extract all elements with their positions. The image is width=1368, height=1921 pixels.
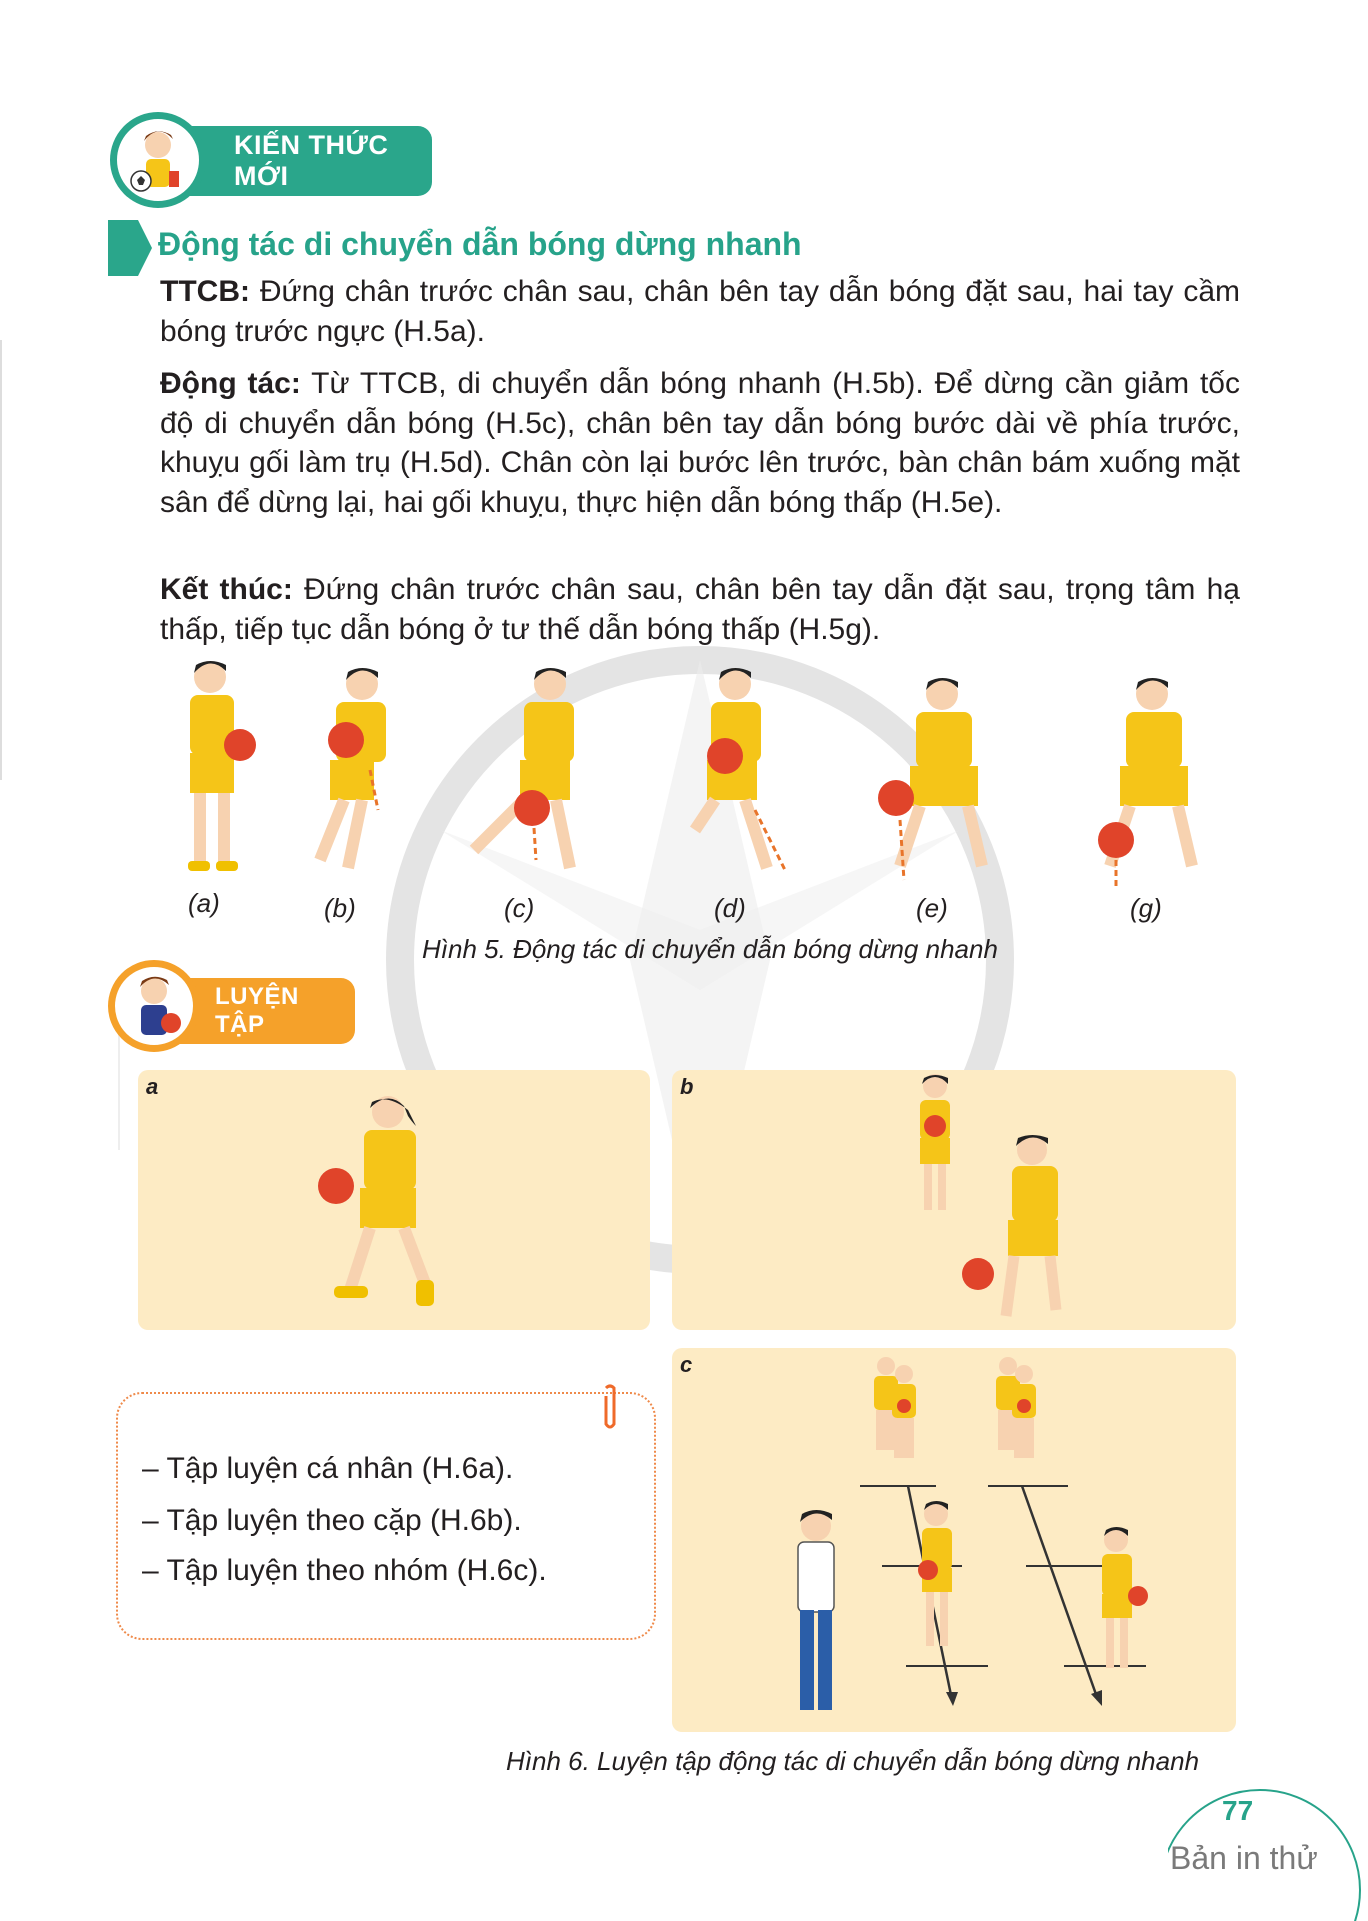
player-b-illustration xyxy=(300,660,420,890)
ttcb-label: TTCB: xyxy=(160,275,250,308)
fig5-label-g: (g) xyxy=(1130,893,1162,923)
left-edge-line xyxy=(0,340,2,780)
panel-a xyxy=(138,1070,650,1330)
player-c-illustration xyxy=(460,660,600,890)
fig5-label-a: (a) xyxy=(188,888,220,918)
boy-with-soccer-ball-icon xyxy=(117,119,199,201)
fig5-label-e: (e) xyxy=(916,893,948,923)
boy-dribbling-pair-illustration xyxy=(952,1130,1092,1330)
player-g-illustration xyxy=(1080,670,1230,900)
left-edge-line-2 xyxy=(118,1020,120,1150)
panel-b xyxy=(672,1070,1236,1330)
boy-with-basketball-icon xyxy=(115,967,193,1045)
dong-tac-label: Động tác: xyxy=(160,367,301,400)
panel-c-tag: c xyxy=(680,1352,693,1377)
girl-dribbling-illustration xyxy=(308,1090,458,1320)
note-pair: – Tập luyện theo cặp (H.6b). xyxy=(142,1504,522,1537)
group-drill-illustration xyxy=(672,1348,1236,1732)
page-number: 77 xyxy=(1222,1795,1254,1826)
ket-thuc-text: Đứng chân trước chân sau, chân bên tay dẫn đặt sau, trọng tâm hạ thấp, tiếp tục dẫn bóng ở tư thế dẫn bóng thấp (H.5g). xyxy=(160,573,1240,646)
panel-a-tag: a xyxy=(146,1074,159,1099)
note-group: – Tập luyện theo nhóm (H.6c). xyxy=(142,1554,547,1587)
paperclip-icon xyxy=(600,1384,620,1432)
section-arrow-icon xyxy=(108,220,152,276)
panel-b-tag: b xyxy=(680,1074,694,1099)
player-a-illustration xyxy=(160,655,270,885)
boy-avatar xyxy=(110,112,206,208)
new-knowledge-badge-label: KIẾN THỨC MỚI xyxy=(234,130,389,191)
practice-badge-label: LUYỆN TẬP xyxy=(215,983,299,1038)
fig5-label-b: (b) xyxy=(324,893,356,923)
ttcb-paragraph xyxy=(160,272,1240,351)
dong-tac-text: Từ TTCB, di chuyển dẫn bóng nhanh (H.5b). Để dừng cần giảm tốc độ di chuyển dẫn bóng (H.5c), chân bên tay dẫn bóng bước dài về phía trước, khuỵu gối làm trụ (H.5d). Chân còn lại bước lên trước, bàn chân bám xuống mặt sân để dừng lại, hai gối khuỵu, thực hiện dẫn bóng thấp (H.5e). xyxy=(160,367,1240,519)
figure-5-caption: Hình 5. Động tác di chuyển dẫn bóng dừng nhanh xyxy=(422,934,998,964)
fig5-label-d: (d) xyxy=(714,893,746,923)
note-individual: – Tập luyện cá nhân (H.6a). xyxy=(142,1452,514,1485)
draft-watermark-text: Bản in thử xyxy=(1170,1840,1318,1876)
ket-thuc-label: Kết thúc: xyxy=(160,573,293,606)
ket-thuc-paragraph xyxy=(160,570,1240,649)
figure-6-caption: Hình 6. Luyện tập động tác di chuyển dẫn bóng dừng nhanh xyxy=(506,1746,1200,1776)
panel-c xyxy=(672,1348,1236,1732)
ttcb-text: Đứng chân trước chân sau, chân bên tay dẫn bóng đặt sau, hai tay cầm bóng trước ngực (H.5a). xyxy=(160,275,1240,348)
dong-tac-paragraph xyxy=(160,364,1240,522)
fig5-label-c: (c) xyxy=(504,893,535,923)
section-title: Động tác di chuyển dẫn bóng dừng nhanh xyxy=(158,226,802,262)
player-e-illustration xyxy=(870,670,1020,890)
boy-basketball-avatar xyxy=(108,960,200,1052)
player-d-illustration xyxy=(675,660,805,890)
